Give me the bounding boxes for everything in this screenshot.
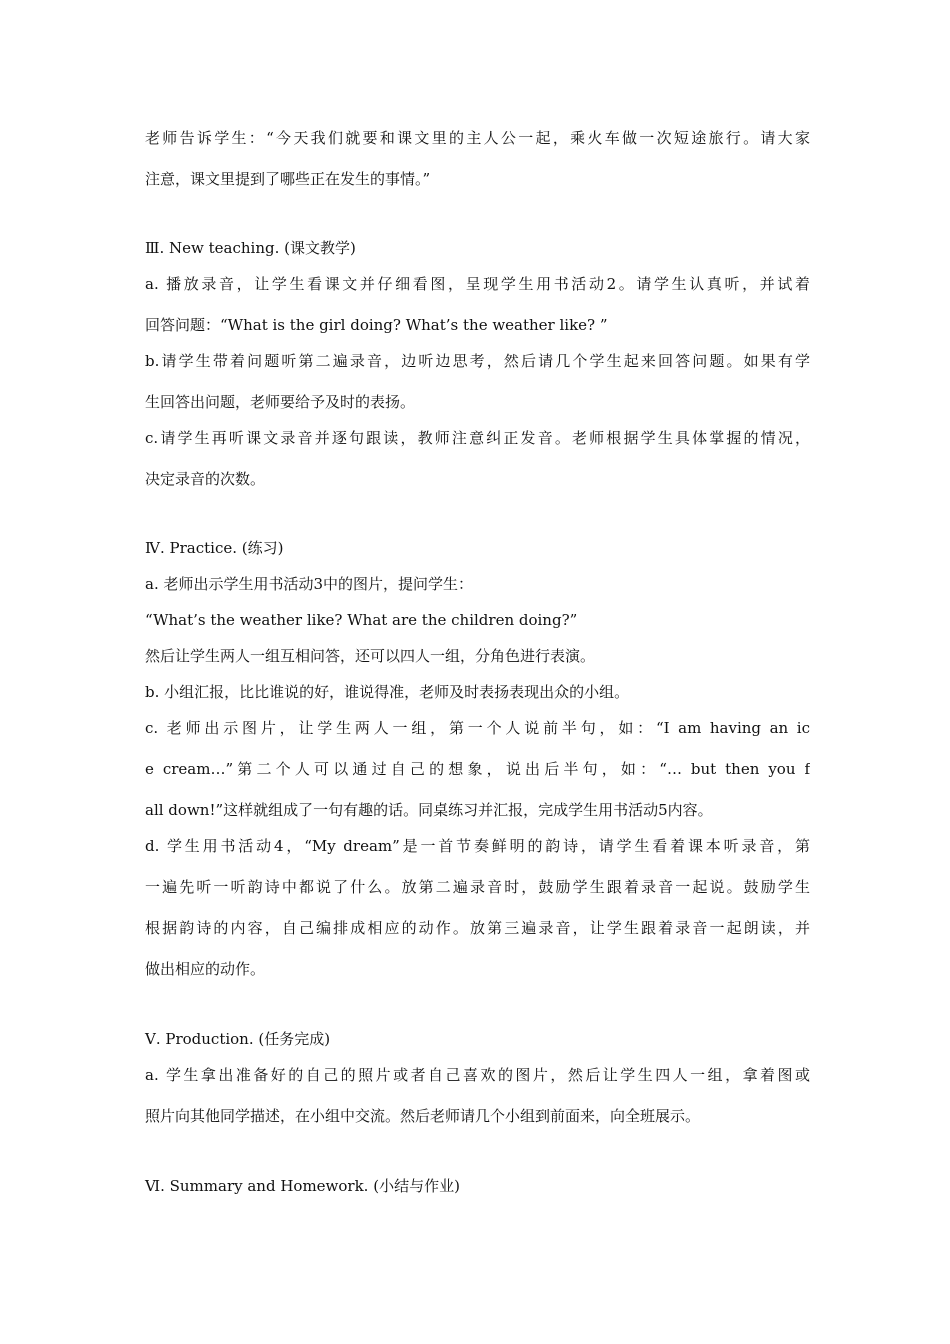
section-4-heading: Ⅳ. Practice. (练习) [145,539,284,557]
section-4-a-line-2: “What’s the weather like? What are the children doing?” [145,611,578,629]
section-6-heading: Ⅵ. Summary and Homework. (小结与作业) [145,1177,460,1195]
section-3-a-line-1: a. 播放录音，让学生看课文并仔细看图，呈现学生用书活动2。请学生认真听，并试着 [145,275,810,293]
section-3-a-line-2: 回答问题：“What is the girl doing? What’s the weather like? ” [145,316,608,334]
section-3-b-line-1: b.请学生带着问题听第二遍录音，边听边思考，然后请几个学生起来回答问题。如果有学 [145,352,810,370]
intro-line-1: 老师告诉学生：“今天我们就要和课文里的主人公一起，乘火车做一次短途旅行。请大家 [145,129,810,147]
section-4-d-line-3: 根据韵诗的内容，自己编排成相应的动作。放第三遍录音，让学生跟着录音一起朗读，并 [145,919,810,937]
section-3-c-line-2: 决定录音的次数。 [145,470,266,488]
section-4-d-line-4: 做出相应的动作。 [145,960,266,978]
section-4-d-line-2: 一遍先听一听韵诗中都说了什么。放第二遍录音时，鼓励学生跟着录音一起说。鼓励学生 [145,878,810,896]
section-5-a-line-2: 照片向其他同学描述，在小组中交流。然后老师请几个小组到前面来，向全班展示。 [145,1107,701,1125]
section-4-a-line-1: a. 老师出示学生用书活动3中的图片，提问学生： [145,575,474,593]
section-5-heading: Ⅴ. Production. (任务完成) [145,1030,331,1048]
section-4-c-line-1: c. 老师出示图片，让学生两人一组，第一个人说前半句，如：“I am having an ic [145,719,810,737]
section-4-b-line-1: b. 小组汇报，比比谁说的好，谁说得准，老师及时表扬表现出众的小组。 [145,683,630,701]
section-4-c-line-3: all down!”这样就组成了一句有趣的话。同桌练习并汇报，完成学生用书活动5内容。 [145,801,713,819]
section-4-c-line-2: e cream…”第二个人可以通过自己的想象，说出后半句，如：“… but then you f [145,760,810,778]
section-3-b-line-2: 生回答出问题，老师要给予及时的表扬。 [145,393,416,411]
section-4-d-line-1: d. 学生用书活动4，“My dream”是一首节奏鲜明的韵诗，请学生看着课本听录音，第 [145,837,810,855]
section-3-heading: Ⅲ. New teaching. (课文教学) [145,239,356,257]
section-5-a-line-1: a. 学生拿出准备好的自己的照片或者自己喜欢的图片，然后让学生四人一组，拿着图或 [145,1066,810,1084]
intro-line-2: 注意，课文里提到了哪些正在发生的事情。” [145,170,431,188]
section-4-a-line-3: 然后让学生两人一组互相问答，还可以四人一组，分角色进行表演。 [145,647,596,665]
section-3-c-line-1: c.请学生再听课文录音并逐句跟读，教师注意纠正发音。老师根据学生具体掌握的情况， [145,429,810,447]
